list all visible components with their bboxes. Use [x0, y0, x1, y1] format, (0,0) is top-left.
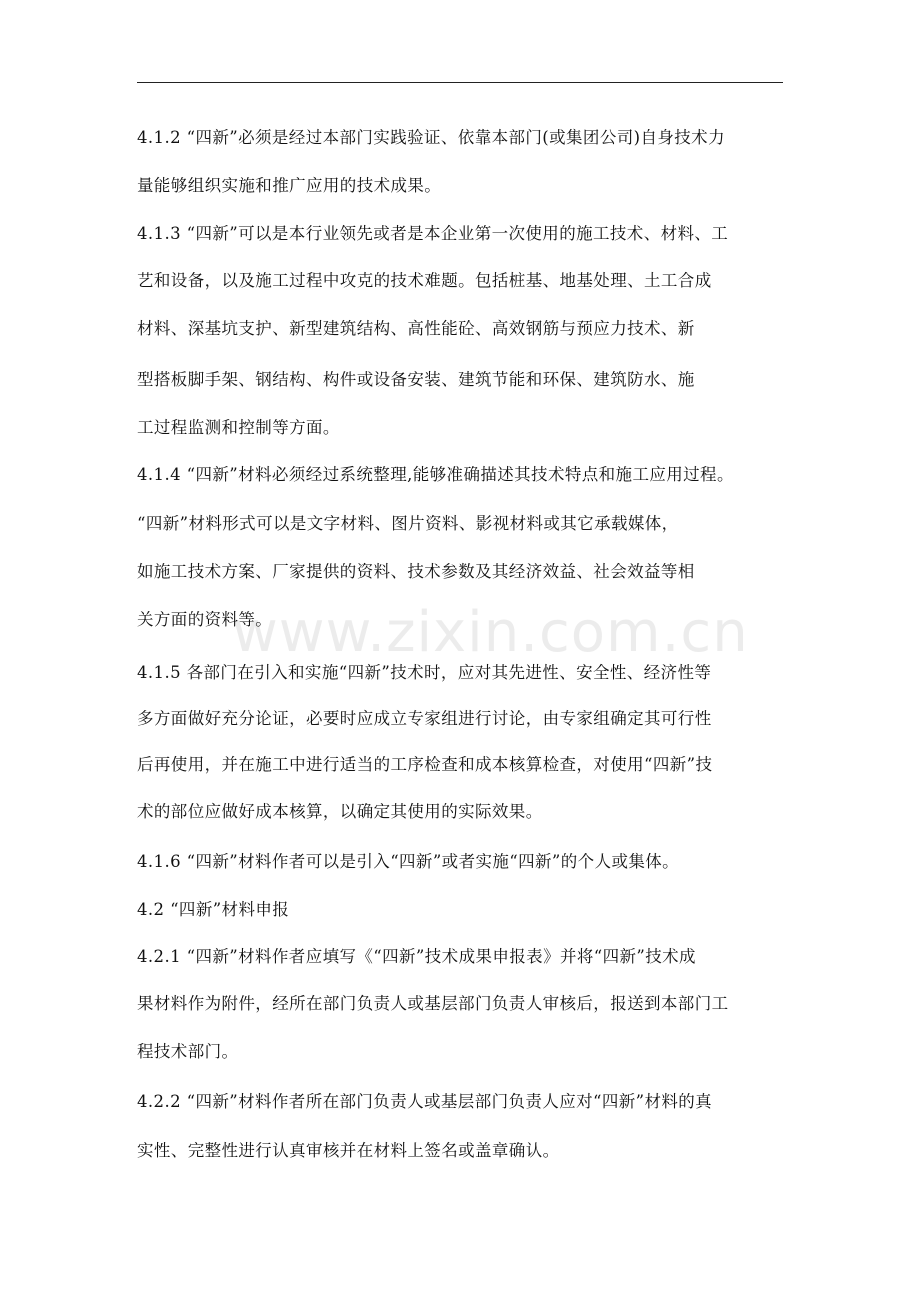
text-line: 4.2 “四新”材料申报: [137, 900, 290, 919]
watermark: www.zixin.com.cn: [232, 600, 749, 665]
text-line: 4.1.4 “四新”材料必须经过系统整理,能够准确描述其技术特点和施工应用过程。: [137, 465, 734, 484]
text-line: 关方面的资料等。: [137, 610, 273, 629]
text-line: 材料、深基坑支护、新型建筑结构、高性能砼、高效钢筋与预应力技术、新: [137, 319, 695, 338]
text-line: 果材料作为附件，经所在部门负责人或基层部门负责人审核后，报送到本部门工: [137, 994, 729, 1013]
text-line: 后再使用，并在施工中进行适当的工序检查和成本核算检查，对使用“四新”技: [137, 755, 713, 774]
text-line: 实性、完整性进行认真审核并在材料上签名或盖章确认。: [137, 1141, 560, 1160]
text-line: 艺和设备，以及施工过程中攻克的技术难题。包括桩基、地基处理、土工合成: [137, 271, 712, 290]
text-line: “四新”材料形式可以是文字材料、图片资料、影视材料或其它承载媒体，: [137, 514, 679, 533]
text-line: 多方面做好充分论证，必要时应成立专家组进行讨论，由专家组确定其可行性: [137, 709, 712, 728]
text-line: 4.1.6 “四新”材料作者可以是引入“四新”或者实施“四新”的个人或集体。: [137, 852, 680, 871]
text-line: 型搭板脚手架、钢结构、构件或设备安装、建筑节能和环保、建筑防水、施: [137, 370, 695, 389]
text-line: 4.1.2 “四新”必须是经过本部门实践验证、依靠本部门(或集团公司)自身技术力: [137, 128, 725, 147]
text-line: 程技术部门。: [137, 1042, 239, 1061]
text-line: 工过程监测和控制等方面。: [137, 418, 340, 437]
text-line: 4.2.2 “四新”材料作者所在部门负责人或基层部门负责人应对“四新”材料的真: [137, 1092, 713, 1111]
text-line: 量能够组织实施和推广应用的技术成果。: [137, 176, 442, 195]
text-line: 4.2.1 “四新”材料作者应填写《“四新”技术成果申报表》并将“四新”技术成: [137, 947, 696, 966]
text-line: 如施工技术方案、厂家提供的资料、技术参数及其经济效益、社会效益等相: [137, 562, 695, 581]
text-line: 术的部位应做好成本核算，以确定其使用的实际效果。: [137, 802, 543, 821]
header-rule: [137, 82, 783, 83]
text-line: 4.1.5 各部门在引入和实施“四新”技术时，应对其先进性、安全性、经济性等: [137, 663, 712, 682]
text-line: 4.1.3 “四新”可以是本行业领先或者是本企业第一次使用的施工技术、材料、工: [137, 224, 729, 243]
